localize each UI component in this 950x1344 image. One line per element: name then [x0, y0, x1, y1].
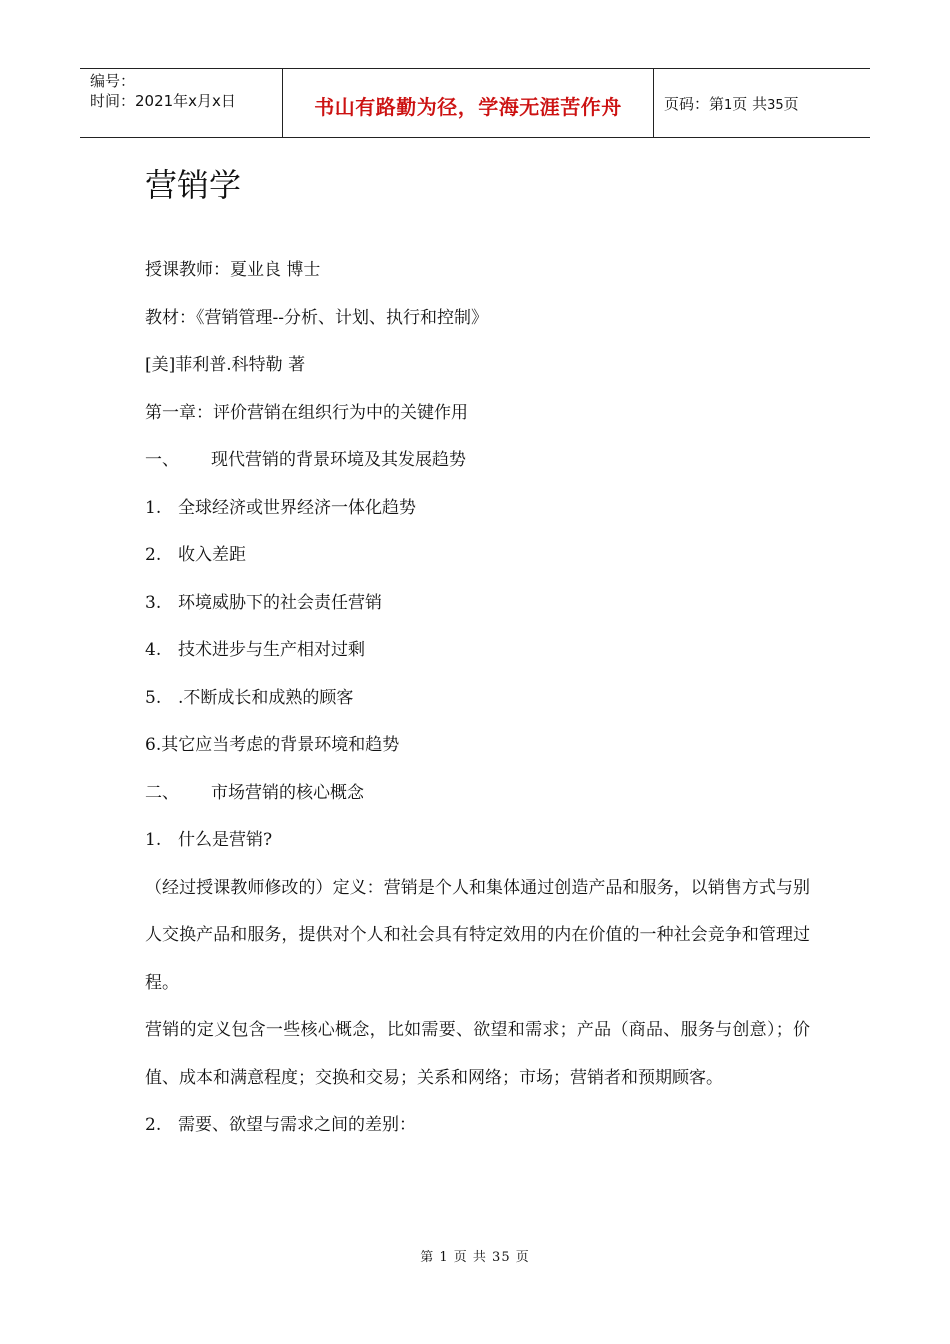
- author-line: [美]菲利普.科特勒 著: [145, 355, 306, 375]
- page-suffix: 页: [783, 94, 799, 113]
- page-footer: 第 1 页 共 35 页: [420, 1250, 530, 1265]
- question-2: [145, 1102, 810, 1150]
- section-text: 市场营销的核心概念: [211, 782, 364, 803]
- list-text: 什么是营销?: [178, 830, 273, 850]
- page-prefix: 页码：第: [664, 94, 725, 113]
- list-number: 2.: [145, 545, 162, 565]
- textbook-line: 教材：《营销管理--分析、计划、执行和控制》: [145, 307, 488, 328]
- list-text: 全球经济或世界经济一体化趋势: [178, 497, 416, 518]
- list-text: 环境威胁下的社会责任营销: [178, 592, 382, 613]
- header-page-cell: [654, 69, 870, 137]
- chapter-heading: 第一章：评价营销在组织行为中的关键作用: [145, 402, 468, 423]
- document-title: 营销学: [145, 166, 242, 204]
- list-item: [145, 580, 810, 628]
- page-indicator: [664, 93, 870, 114]
- section-number: 一、: [145, 450, 179, 470]
- list-number: 1.: [145, 497, 162, 518]
- document-header: [80, 68, 870, 138]
- page-current: 1: [724, 97, 733, 113]
- header-motto-cell: [282, 69, 654, 137]
- section-text: 现代营销的背景环境及其发展趋势: [211, 450, 466, 470]
- list-number: 3.: [145, 592, 162, 613]
- section-number: 二、: [145, 782, 179, 803]
- section-heading-1: [145, 437, 810, 485]
- list-item: [145, 675, 810, 723]
- list-text: 技术进步与生产相对过剩: [178, 640, 365, 660]
- list-item: [145, 485, 810, 533]
- question-1: [145, 817, 810, 865]
- document-body: [145, 160, 810, 1150]
- header-info-cell: [80, 69, 282, 137]
- list-number: 1.: [145, 830, 162, 850]
- date-label: 时间：2021年x月x日: [90, 92, 236, 110]
- list-item: [145, 532, 810, 580]
- list-text: 收入差距: [178, 545, 246, 565]
- list-number: 2.: [145, 1115, 162, 1135]
- definition-paragraph: （经过授课教师修改的）定义：营销是个人和集体通过创造产品和服务，以销售方式与别人交换产品和服务，提供对个人和社会具有特定效用的内在价值的一种社会竞争和管理过程。: [145, 877, 810, 993]
- doc-number-label: 编号：: [90, 72, 136, 90]
- list-number: 4.: [145, 640, 162, 660]
- list-text: .不断成长和成熟的顾客: [178, 687, 354, 708]
- section-heading-2: [145, 770, 810, 818]
- page-middle: 页 共: [732, 94, 768, 113]
- list-item-6: 6.其它应当考虑的背景环境和趋势: [145, 735, 400, 755]
- list-text: 需要、欲望与需求之间的差别：: [178, 1115, 416, 1135]
- list-number: 5.: [145, 687, 162, 708]
- concepts-paragraph: 营销的定义包含一些核心概念，比如需要、欲望和需求；产品（商品、服务与创意）；价值、成本和满意程度；交换和交易；关系和网络；市场；营销者和预期顾客。: [145, 1020, 810, 1088]
- list-item: [145, 627, 810, 675]
- motto-text: 书山有路勤为径，学海无涯苦作舟: [314, 94, 622, 119]
- page-total: 35: [767, 97, 784, 113]
- instructor-line: 授课教师：夏业良 博士: [145, 260, 321, 280]
